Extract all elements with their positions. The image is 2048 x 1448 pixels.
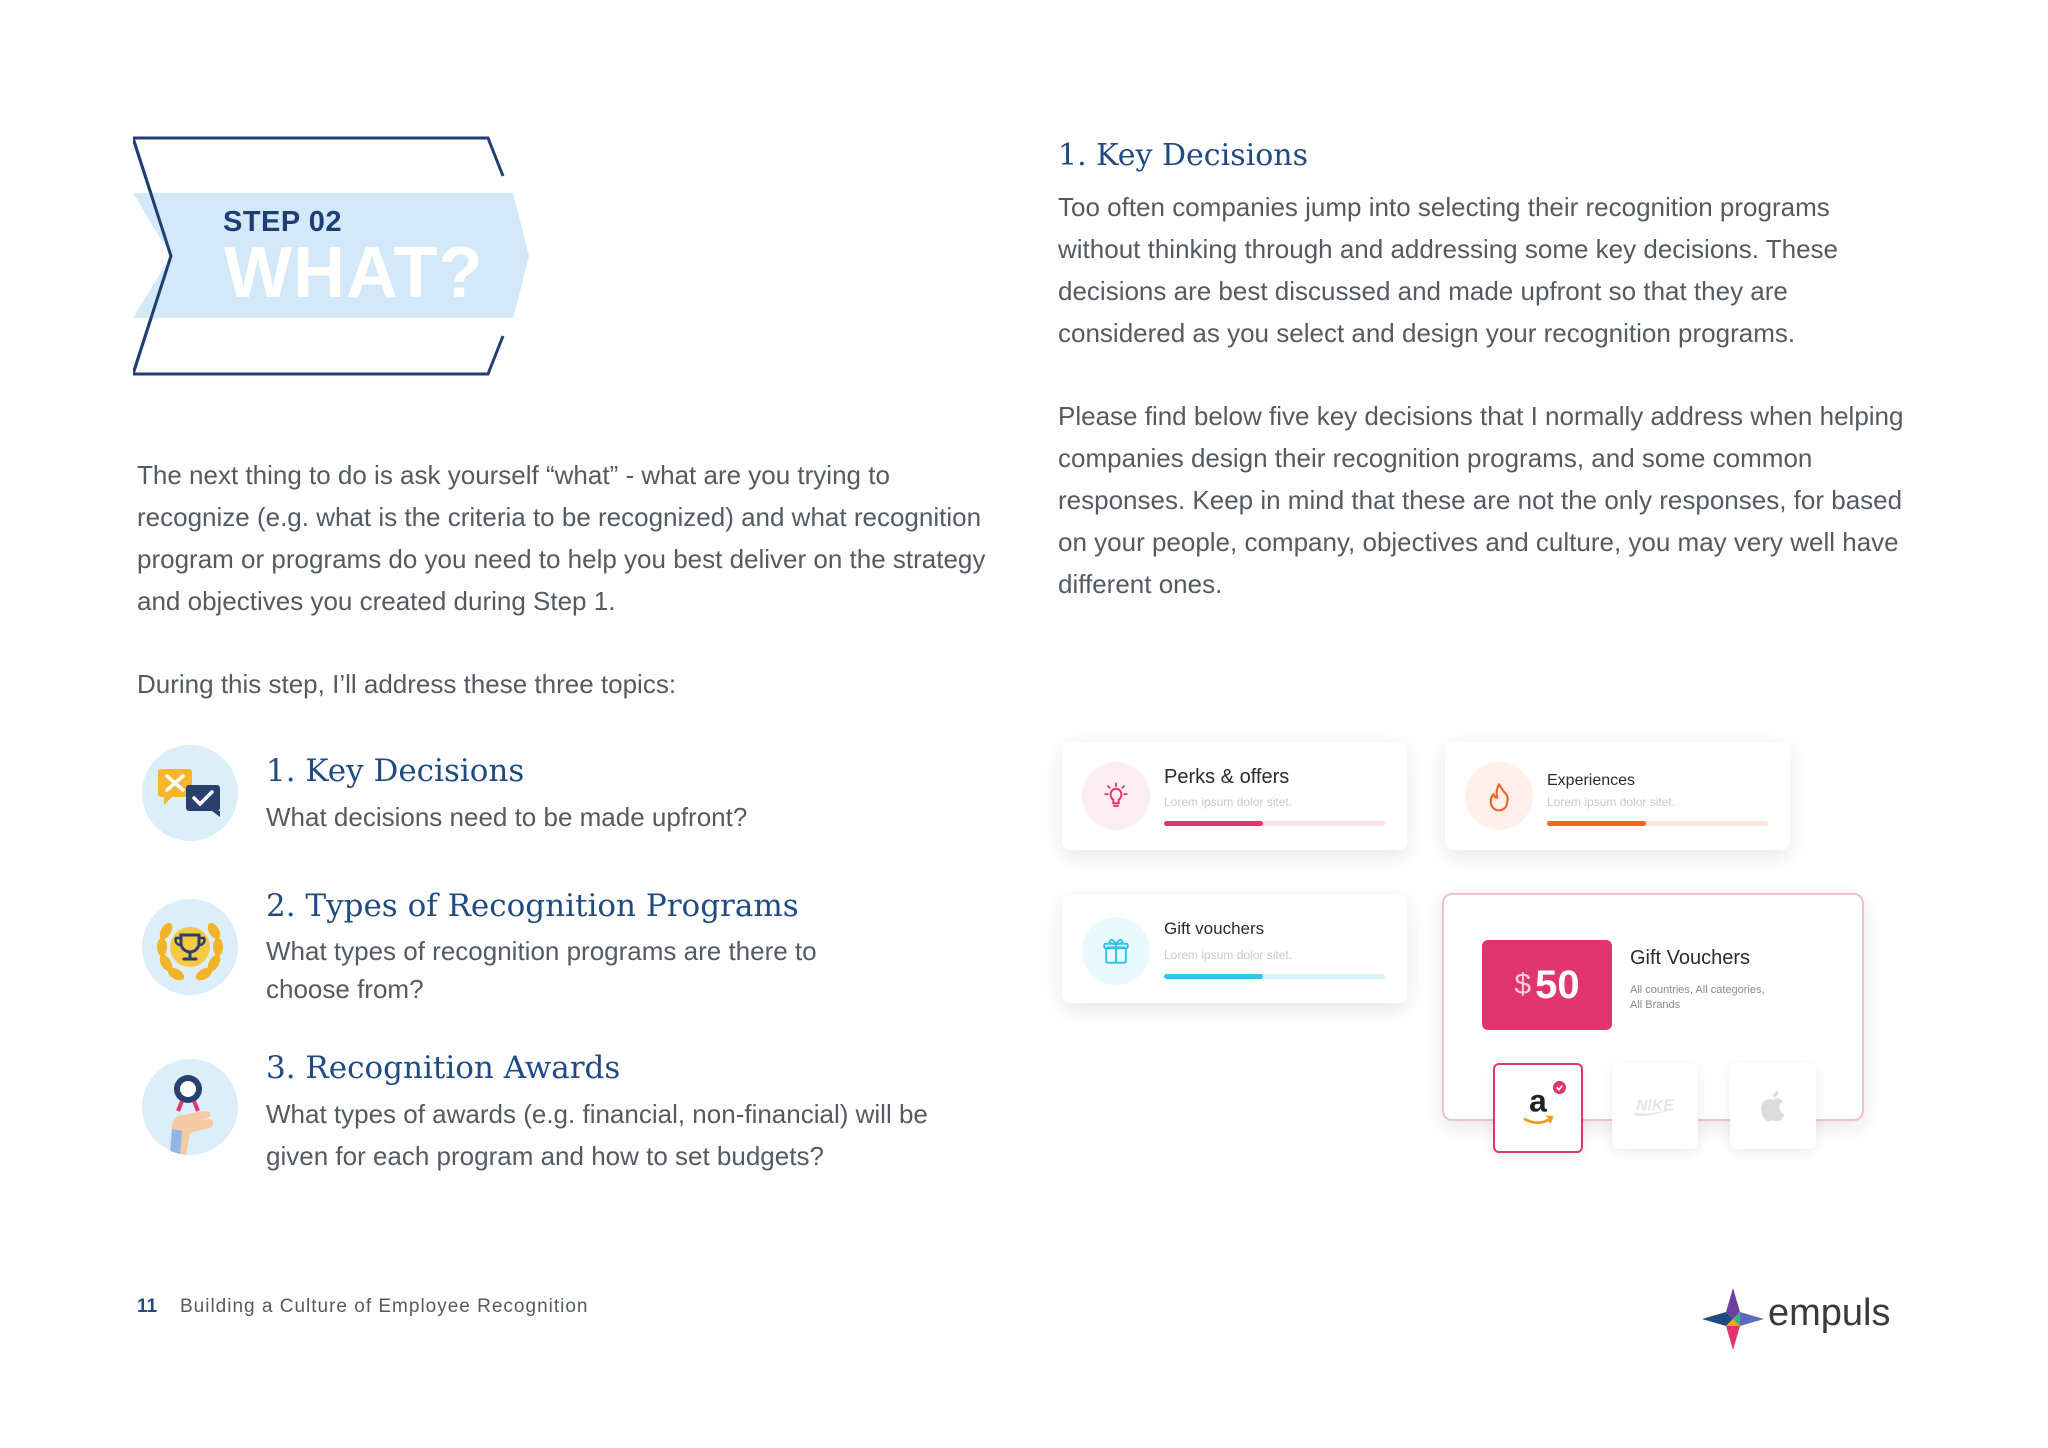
card-title: Gift vouchers xyxy=(1164,919,1265,938)
step-label: STEP 02 xyxy=(223,206,343,238)
topic-description-key-decisions: What decisions need to be made upfront? xyxy=(266,802,748,832)
step-title: WHAT? xyxy=(224,233,484,313)
page-number: 11 xyxy=(137,1296,158,1317)
apple-logo[interactable] xyxy=(1730,1063,1816,1149)
card-title: Experiences xyxy=(1547,772,1636,789)
amazon-letter: a xyxy=(1529,1082,1547,1119)
card-subtitle: Lorem ipsum dolor sitet. xyxy=(1547,795,1676,809)
topic-title-recognition-awards: 3. Recognition Awards xyxy=(266,1050,621,1086)
topic-description-program-types: What types of recognition programs are there to choose from? xyxy=(266,936,817,1004)
card-progress-bar xyxy=(1164,974,1385,979)
key-decisions-heading: 1. Key Decisions xyxy=(1058,138,1308,173)
card-progress-fill xyxy=(1164,974,1263,979)
card-progress-fill xyxy=(1164,821,1263,826)
card-progress-bar xyxy=(1164,821,1385,826)
footer-title: Building a Culture of Employee Recognition xyxy=(180,1296,589,1317)
topic-description-recognition-awards: What types of awards (e.g. financial, non-financial) will be given for each program and how to set budgets? xyxy=(266,1099,928,1171)
flame-icon xyxy=(1465,762,1533,830)
topics-intro: During this step, I’ll address these three topics: xyxy=(137,669,677,699)
empuls-logo-text: empuls xyxy=(1768,1292,1891,1334)
intro-paragraph: The next thing to do is ask yourself “what” - what are you trying to recognize (e.g. what is the criteria to be recognized) and what recognition program or programs do you need to help you best deliver on the strategy and objectives you created during Step 1. xyxy=(137,460,986,616)
topic-title-key-decisions: 1. Key Decisions xyxy=(266,753,525,789)
key-decisions-paragraph-2: Please find below five key decisions that I normally address when helping companies design their recognition programs, and some common responses. Keep in mind that these are not the only responses, for based on your people, company, objectives and culture, you may very well have different ones. xyxy=(1058,401,1904,599)
voucher-subtitle: All countries, All categories, All Brands xyxy=(1630,984,1765,1011)
card-perks-offers[interactable] xyxy=(1062,742,1407,850)
empuls-logo-mark xyxy=(1700,1286,1766,1352)
card-gift-vouchers[interactable] xyxy=(1062,895,1407,1003)
voucher-amount-badge xyxy=(1482,940,1612,1030)
voucher-currency: $ xyxy=(1514,968,1532,1001)
nike-text: NIKE xyxy=(1636,1097,1674,1115)
card-progress-bar xyxy=(1547,821,1768,826)
card-subtitle: Lorem ipsum dolor sitet. xyxy=(1164,795,1293,809)
card-title: Perks & offers xyxy=(1164,766,1290,788)
trophy-icon xyxy=(142,899,238,995)
topic-title-program-types: 2. Types of Recognition Programs xyxy=(266,888,799,924)
amazon-logo[interactable] xyxy=(1493,1063,1583,1153)
card-subtitle: Lorem ipsum dolor sitet. xyxy=(1164,948,1293,962)
lightbulb-icon xyxy=(1082,762,1150,830)
nike-logo[interactable] xyxy=(1612,1063,1698,1149)
award-medal-icon xyxy=(142,1059,238,1155)
decision-icon xyxy=(142,745,238,841)
card-experiences[interactable] xyxy=(1445,742,1790,850)
key-decisions-paragraph-1: Too often companies jump into selecting their recognition programs without thinking through and addressing some key decisions. These decisions are best discussed and made upfront so that they are considered as you select and design your recognition programs. xyxy=(1058,192,1838,348)
gift-icon xyxy=(1082,917,1150,985)
voucher-amount: 50 xyxy=(1535,962,1580,1007)
card-progress-fill xyxy=(1547,821,1646,826)
voucher-title: Gift Vouchers xyxy=(1630,947,1751,969)
